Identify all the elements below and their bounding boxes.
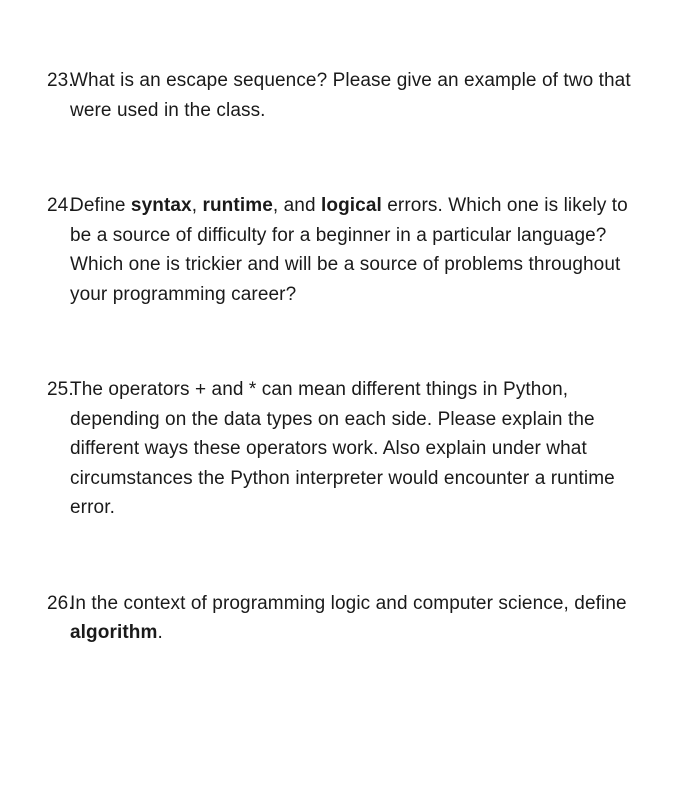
text-segment: In the context of programming logic and computer science, define <box>70 592 627 614</box>
text-segment: , <box>191 195 203 216</box>
question-number: 26. <box>47 592 74 614</box>
bold-term: runtime <box>202 195 273 216</box>
question-number: 25. <box>47 379 74 400</box>
bold-term: logical <box>321 195 382 216</box>
question-text <box>70 379 615 518</box>
question-text <box>70 195 628 305</box>
text-segment: The operators + and * can mean different things in Python, depending on the data types on each side. Please explain the different ways these operators work. Also explain under what circumstances the Python interpreter would encounter a runtime error. <box>70 379 615 518</box>
question-text <box>70 70 631 121</box>
text-segment: Define <box>70 195 131 216</box>
text-segment: What is an escape sequence? Please give an example of two that were used in the class. <box>70 70 631 121</box>
question-list <box>47 66 647 648</box>
question-item <box>47 589 647 648</box>
question-number: 24. <box>47 195 74 216</box>
question-text <box>70 593 627 644</box>
bold-term: algorithm <box>70 622 158 643</box>
question-item <box>47 66 647 125</box>
question-number: 23. <box>47 70 74 91</box>
question-item <box>47 191 647 309</box>
text-segment: errors. Which one is likely to be a source of difficulty for a beginner in a particular language? Which one is trickier and will be a source of problems throughout your programming career? <box>70 195 628 305</box>
question-item <box>47 375 647 523</box>
text-segment: , and <box>272 195 321 216</box>
text-segment: . <box>157 622 163 643</box>
bold-term: syntax <box>130 195 192 216</box>
